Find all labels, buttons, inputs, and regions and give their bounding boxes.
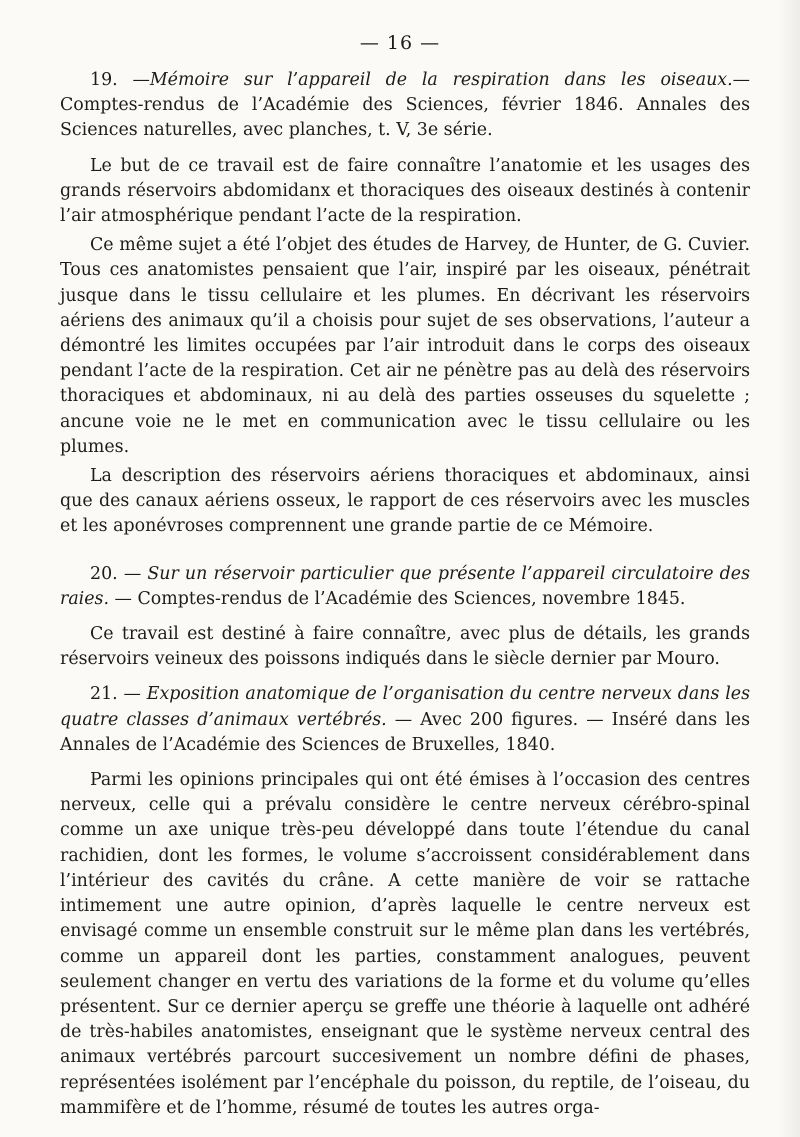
entry-title: Mémoire sur l’appareil de la respiration dans les oiseaux.	[149, 70, 733, 90]
entry-20-heading	[60, 562, 750, 612]
entry-title: Exposition anatomique de l’organisation du centre nerveux dans les quatre classes d’animaux vertébrés.	[60, 684, 750, 730]
entry-number: 21.	[90, 684, 118, 705]
entry-dash: —	[117, 70, 150, 90]
page-number: — 16 —	[359, 32, 441, 54]
entry-citation: — Comptes-rendus de l’Académie des Sciences, février 1846. Annales des Sciences naturelles, avec planches, t. V, 3e série.	[60, 70, 750, 141]
entry-citation: — Avec 200 figures. — Inséré dans les Annales de l’Académie des Sciences de Bruxelles, 1840.	[60, 709, 751, 755]
entry-19-paragraph: Ce même sujet a été l’objet des études de Harvey, de Hunter, de G. Cuvier. Tous ces anatomistes pensaient que l’air, inspiré par les oiseaux, pénétrait jusque dans le tissu cellulaire et les plumes. En décrivant les réservoirs aériens des animaux qu’il a choisis pour sujet de ses observations, l’auteur a démontré les limites occupées par l’air introduit dans le corps des oiseaux pendant l’acte de la respiration. Cet air ne pénètre pas au delà des réservoirs thoraciques et abdominaux, ni au delà des parties osseuses du squelette ; ancune voie ne le met en communication avec le tissu cellulaire ou les plumes.	[60, 235, 750, 457]
entry-number: 20.	[90, 563, 118, 584]
entry-21-paragraph: Parmi les opinions principales qui ont été émises à l’occasion des centres nerveux, celle qui a prévalu considère le centre nerveux cérébro-spinal comme un axe unique très-peu développé dans toute l’étendue du canal rachidien, dont les formes, le volume s’accroissent considérablement dans l’intérieur des cavités du crâne. A cette manière de voir se rattache intimement une autre opinion, d’après laquelle le centre nerveux est envisagé comme un ensemble construit sur le même plan dans les vertébrés, comme un appareil dont les parties, constamment analogues, peuvent seulement changer en vertu des variations de la forme et du volume qu’elles présentent. Sur ce dernier aperçu se greffe une théorie à laquelle ont adhéré de très-habiles anatomistes, enseignant que le système nerveux central des animaux vertébrés parcourt succesivement un nombre défini de phases, représentées isolément par l’encéphale du poisson, du reptile, de l’oiseau, du mammifère et de l’homme, résumé de toutes les autres orga-	[60, 770, 750, 1118]
entry-19-heading	[60, 68, 750, 144]
entry-dash: —	[117, 563, 148, 584]
text-column	[60, 68, 750, 1121]
entry-dash: —	[117, 684, 147, 705]
entry-number: 19.	[90, 70, 118, 90]
entry-19-paragraph: La description des réservoirs aériens thoraciques et abdominaux, ainsi que des canaux aériens osseux, le rapport de ces réservoirs avec les muscles et les aponévroses comprennent une grande partie de ce Mémoire.	[60, 466, 750, 537]
entry-19-paragraph: Le but de ce travail est de faire connaître l’anatomie et les usages des grands réservoirs abdomidanx et thoraciques des oiseaux destinés à contenir l’air atmosphérique pendant l’acte de la respiration.	[60, 155, 750, 227]
page-edge-shadow	[778, 0, 800, 1137]
entry-20-paragraph: Ce travail est destiné à faire connaître, avec plus de détails, les grands réservoirs veineux des poissons indiqués dans le siècle dernier par Mouro.	[60, 624, 750, 670]
entry-title: Sur un réservoir particulier que présente l’appareil circulatoire des raies.	[60, 563, 750, 609]
entry-citation: — Comptes-rendus de l’Académie des Sciences, novembre 1845.	[109, 588, 686, 609]
entry-21-heading	[60, 682, 750, 758]
